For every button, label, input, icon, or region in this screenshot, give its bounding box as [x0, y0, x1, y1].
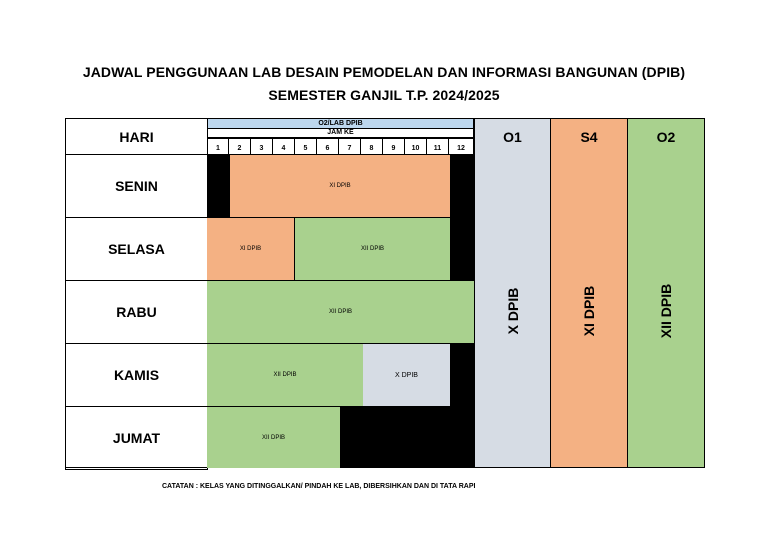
- jam-header: JAM KE: [207, 128, 474, 138]
- jam-cell-12: 12: [449, 138, 474, 155]
- room-s4-column: [550, 154, 628, 468]
- blocked-slot: [450, 344, 474, 406]
- jam-cell-4: 4: [273, 138, 295, 155]
- blocked-slot: [450, 218, 474, 280]
- jam-cell-3: 3: [251, 138, 273, 155]
- day-rabu: RABU: [65, 281, 208, 344]
- room-o1-class: X DPIB: [504, 287, 521, 334]
- room-s4-class: XI DPIB: [581, 285, 597, 336]
- room-o2-header: O2: [627, 118, 705, 155]
- room-o1-column: [474, 154, 551, 468]
- jam-cell-10: 10: [405, 138, 427, 155]
- day-senin: SENIN: [65, 155, 208, 218]
- kamis-block-xii-dpib: XII DPIB: [207, 344, 363, 406]
- jam-number-row: [207, 138, 474, 155]
- senin-block-xi-dpib: XI DPIB: [230, 155, 450, 217]
- hari-header: HARI: [65, 118, 208, 155]
- blocked-slot: [207, 155, 230, 217]
- title-line-2: SEMESTER GANJIL T.P. 2024/2025: [268, 87, 500, 103]
- footer-note: CATATAN : KELAS YANG DITINGGALKAN/ PINDAH KE LAB, DIBERSIHKAN DAN DI TATA RAPI: [162, 483, 476, 490]
- row-divider: [207, 280, 474, 281]
- jumat-block-xii-dpib: XII DPIB: [207, 407, 340, 468]
- room-o1-header: O1: [474, 118, 551, 155]
- jam-cell-11: 11: [427, 138, 449, 155]
- room-o2-column: [627, 154, 705, 468]
- jam-cell-6: 6: [317, 138, 339, 155]
- kamis-block-x-dpib: X DPIB: [363, 344, 450, 406]
- jam-cell-9: 9: [383, 138, 405, 155]
- row-divider: [207, 343, 474, 344]
- jam-cell-7: 7: [339, 138, 361, 155]
- day-selasa: SELASA: [65, 218, 208, 281]
- jam-cell-5: 5: [295, 138, 317, 155]
- rabu-block-xii-dpib: XII DPIB: [207, 281, 474, 343]
- selasa-block-xii-dpib: XII DPIB: [295, 218, 450, 280]
- jam-cell-1: 1: [207, 138, 229, 155]
- title-line-1: JADWAL PENGGUNAAN LAB DESAIN PEMODELAN DAN INFORMASI BANGUNAN (DPIB): [82, 64, 686, 80]
- day-kamis: KAMIS: [65, 344, 208, 407]
- blocked-slot: [340, 407, 474, 468]
- lab-header: O2/LAB DPIB: [207, 118, 474, 129]
- selasa-block-xi-dpib: XI DPIB: [207, 218, 295, 280]
- jam-cell-8: 8: [361, 138, 383, 155]
- blocked-slot: [450, 155, 474, 217]
- room-o2-class: XII DPIB: [658, 283, 674, 338]
- room-s4-header: S4: [550, 118, 628, 155]
- row-divider: [207, 406, 474, 407]
- row-divider: [207, 217, 474, 218]
- day-jumat: JUMAT: [65, 407, 208, 470]
- jam-cell-2: 2: [229, 138, 251, 155]
